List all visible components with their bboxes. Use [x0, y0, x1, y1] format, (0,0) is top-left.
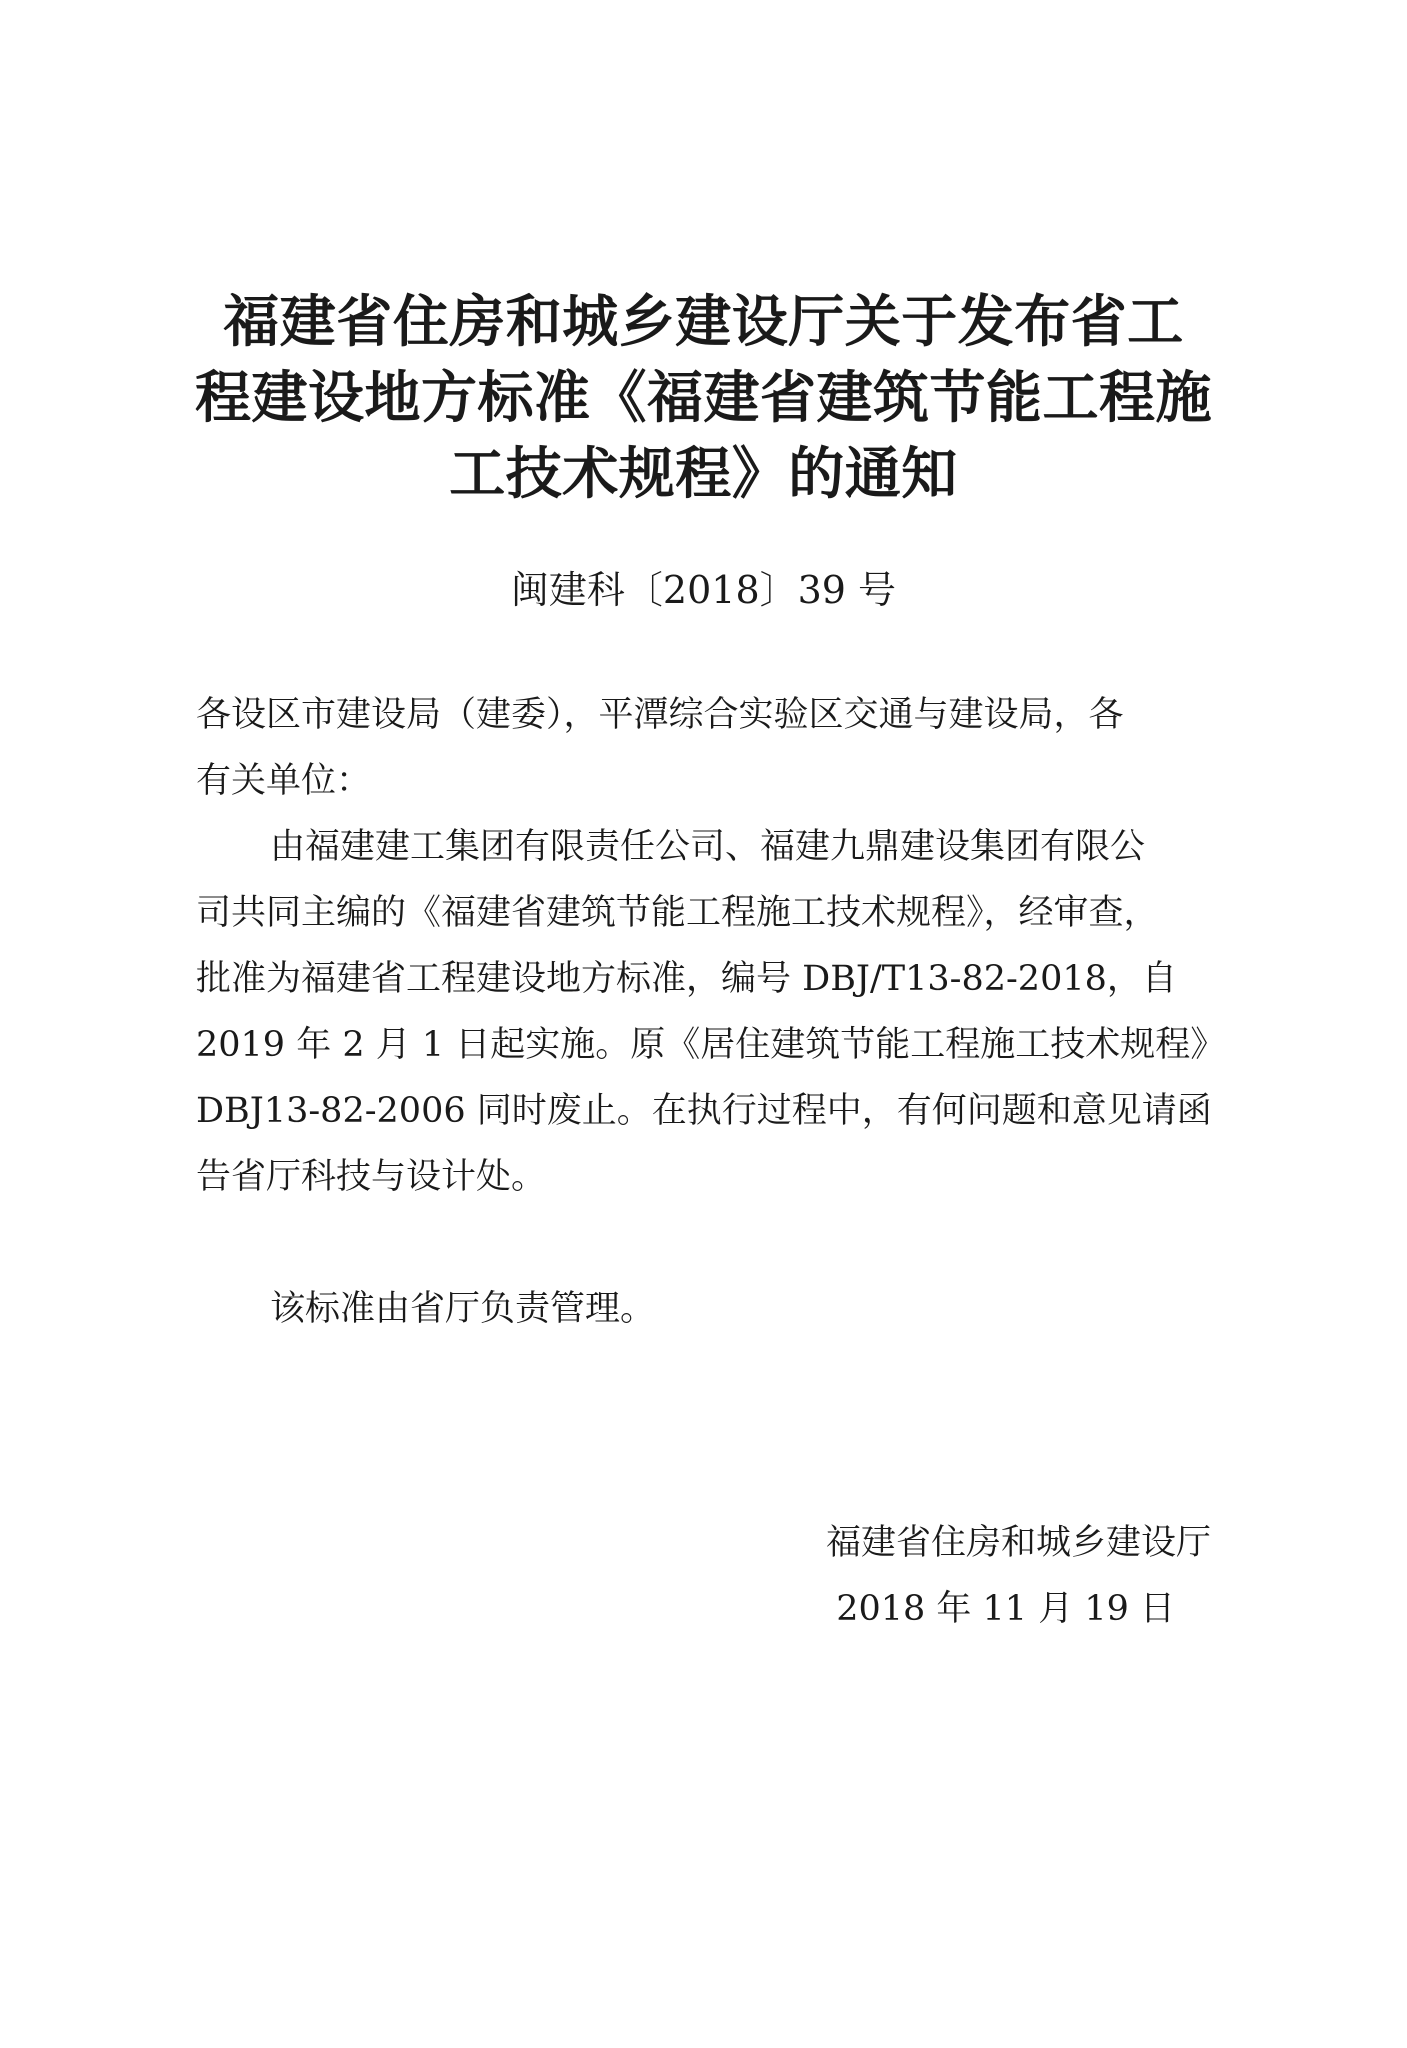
document-number: 闽建科〔2018〕39 号 [510, 568, 897, 612]
management-note-text: 该标准由省厅负责管理。 [270, 1289, 656, 1329]
title-line-3: 工技术规程》的通知 [449, 442, 958, 507]
body-line-4: 2019 年 2 月 1 日起实施。原《居住建筑节能工程施工技术规程》 [196, 1025, 1226, 1065]
signature-block [826, 1510, 1211, 1642]
document-title [180, 285, 1227, 513]
body-line-3: 批准为福建省工程建设地方标准，编号 DBJ/T13-82-2018，自 [196, 959, 1177, 999]
addressee-line-2: 有关单位： [196, 761, 372, 801]
title-line-1: 福建省住房和城乡建设厅关于发布省工 [223, 290, 1184, 355]
body-line-6: 告省厅科技与设计处。 [196, 1157, 547, 1197]
signature-organization: 福建省住房和城乡建设厅 [825, 1523, 1211, 1563]
addressee [196, 682, 1221, 814]
body-line-1: 由福建建工集团有限责任公司、福建九鼎建设集团有限公 [270, 827, 1146, 867]
management-note [196, 1276, 1221, 1342]
body-line-2: 司共同主编的《福建省建筑节能工程施工技术规程》，经审查， [196, 893, 1159, 933]
body-paragraph [196, 814, 1226, 1210]
addressee-line-1: 各设区市建设局（建委），平潭综合实验区交通与建设局，各 [196, 695, 1124, 735]
signature-date: 2018 年 11 月 19 日 [836, 1589, 1175, 1629]
title-line-2: 程建设地方标准《福建省建筑节能工程施 [195, 366, 1212, 431]
body-line-5: DBJ13-82-2006 同时废止。在执行过程中，有何问题和意见请函 [196, 1091, 1212, 1131]
